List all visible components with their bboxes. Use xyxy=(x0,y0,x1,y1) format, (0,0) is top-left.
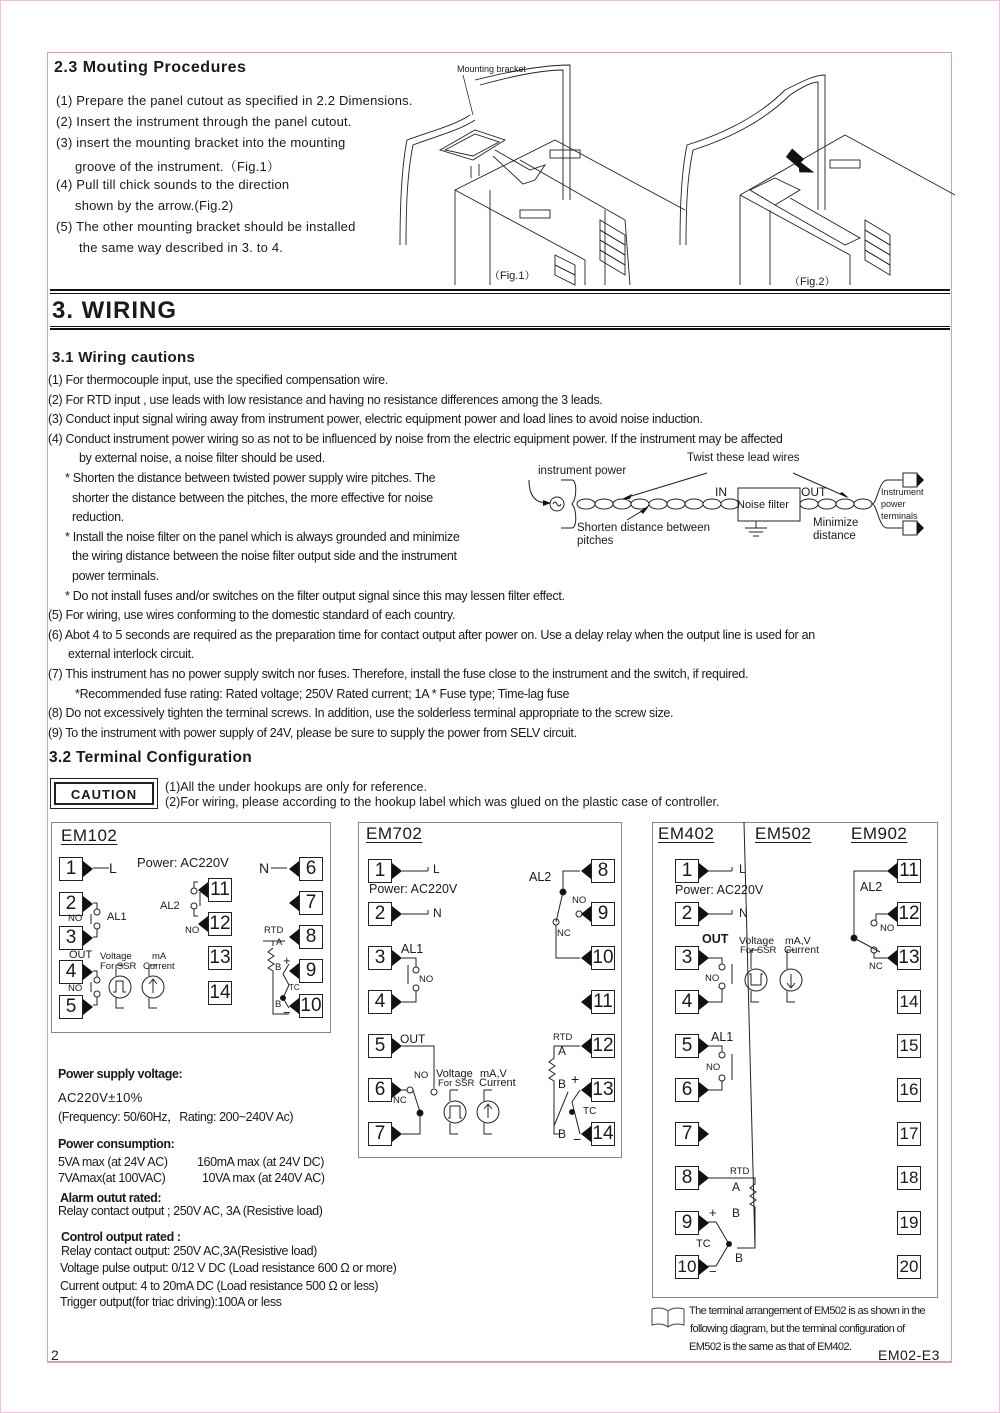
em702-voltage-label: Voltage xyxy=(436,1068,473,1080)
spec-alarm-line: Relay contact output ; 250V AC, 3A (Resistive load) xyxy=(58,1204,323,1218)
em702-terminal-5: 5 xyxy=(368,1034,392,1058)
em102-model-title: EM102 xyxy=(61,826,118,845)
em702-al2-label: AL2 xyxy=(529,870,552,884)
em402-terminal-16: 16 xyxy=(897,1078,921,1102)
em702-terminal-3: 3 xyxy=(368,946,392,970)
em102-al1-label: AL1 xyxy=(107,911,127,923)
noise-out-label: OUT xyxy=(801,485,827,499)
em102-out-label: OUT xyxy=(69,949,93,961)
mount-step-3: (3) insert the mounting bracket into the mounting xyxy=(56,135,346,150)
spec-consumption-row2-left: 7VAmax(at 100VAC) xyxy=(58,1171,166,1185)
em102-rtd-b-label: B xyxy=(275,962,282,973)
em402-terminal-10: 10 xyxy=(675,1255,699,1279)
em102-terminal-10: 10 xyxy=(300,995,322,1016)
em102-N-label: N xyxy=(259,860,270,876)
em402-power-label: Power: AC220V xyxy=(675,883,764,897)
em702-terminal-9: 9 xyxy=(591,902,615,926)
em102-terminal-9: 9 xyxy=(299,959,323,983)
em402-terminal-2: 2 xyxy=(675,902,699,926)
em402-terminal-15: 15 xyxy=(897,1034,921,1058)
note-line-2: following diagram, but the terminal configuration of xyxy=(690,1323,905,1335)
em702-L-label: L xyxy=(433,862,440,876)
em402-terminal-8: 8 xyxy=(675,1166,699,1190)
em702-mav-label: mA,V xyxy=(480,1068,507,1080)
em402-terminal-14: 14 xyxy=(897,990,921,1014)
em402-terminal-3: 3 xyxy=(675,946,699,970)
em102-terminal-5: 5 xyxy=(59,995,83,1019)
mount-step-5-cont: the same way described in 3. to 4. xyxy=(79,240,284,255)
noise-terminals-label-1: Instrument xyxy=(881,487,924,497)
rule-top-2 xyxy=(50,293,950,294)
mount-step-4-cont: shown by the arrow.(Fig.2) xyxy=(75,198,234,213)
caution-bullet-2: * Install the noise filter on the panel which is always grounded and minimize xyxy=(65,530,460,544)
caution-line-4: (4) Conduct instrument power wiring so as not to be influenced by noise from the electric equipment power. If the instrument may be affected xyxy=(48,432,783,446)
em102-out-no-label: NO xyxy=(68,983,83,994)
caution-bullet-1: * Shorten the distance between twisted power supply wire pitches. The xyxy=(65,471,436,485)
spec-consumption-row2-right: 10VA max (at 240V AC) xyxy=(202,1171,325,1185)
noise-minimize-label-2: distance xyxy=(813,530,856,542)
em702-rtd-b-label: B xyxy=(558,1077,567,1091)
em702-al2-no-label: NO xyxy=(572,895,587,906)
spec-supply-title: Power supply voltage: xyxy=(58,1067,183,1081)
em102-rtd-a-label: A xyxy=(276,937,283,948)
spec-control-title: Control output rated : xyxy=(61,1230,181,1244)
caution-line-1: (1) For thermocouple input, use the specified compensation wire. xyxy=(48,373,389,387)
caution-text-1: (1)All the under hookups are only for reference. xyxy=(165,780,427,794)
em402-terminal-12: 12 xyxy=(898,903,920,924)
em702-terminal-11: 11 xyxy=(591,990,615,1014)
fig2-mounting-illustration xyxy=(675,70,945,285)
em402-rtd-label: RTD xyxy=(730,1166,750,1177)
em702-al2-nc-label: NC xyxy=(557,928,571,939)
noise-twist-label: Twist these lead wires xyxy=(687,452,800,464)
em102-power-label: Power: AC220V xyxy=(137,855,229,870)
em402-terminal-13: 13 xyxy=(898,947,920,968)
em702-terminal-1: 1 xyxy=(368,859,392,883)
em102-terminal-14: 14 xyxy=(209,982,231,1003)
caution-line-6-cont: external interlock circuit. xyxy=(68,647,194,661)
em402-current-label: Current xyxy=(784,944,820,956)
em702-terminal-10: 10 xyxy=(592,947,614,968)
em702-out-nc-label: NC xyxy=(393,1095,407,1106)
mount-step-4: (4) Pull till chick sounds to the direction xyxy=(56,177,290,192)
caution-line-2: (2) For RTD input , use leads with low resistance and having no resistance differences among the 3 leads. xyxy=(48,393,603,407)
em402-model-title: EM402 xyxy=(658,824,715,843)
em402-terminal-9: 9 xyxy=(675,1211,699,1235)
em702-rtd-a-label: A xyxy=(558,1044,567,1058)
section-3-title: 3. WIRING xyxy=(52,297,178,324)
em102-terminal-6: 6 xyxy=(299,857,323,881)
em702-terminal-14: 14 xyxy=(592,1123,614,1144)
em402-al2-no-label: NO xyxy=(880,923,895,934)
em102-al2-no-label: NO xyxy=(185,925,200,936)
spec-consumption-title: Power consumption: xyxy=(58,1137,175,1151)
em102-tc-plus-label: + xyxy=(283,953,291,968)
em702-terminal-2: 2 xyxy=(368,902,392,926)
em702-terminal-12: 12 xyxy=(592,1035,614,1056)
caution-line-6: (6) Abot 4 to 5 seconds are required as the preparation time for contact output after power on. Use a delay relay when the output line is used for an xyxy=(48,628,815,642)
em402-al2-label: AL2 xyxy=(860,880,883,894)
section-3-2-title: 3.2 Terminal Configuration xyxy=(49,749,253,766)
em102-tc-minus-label: − xyxy=(283,1005,291,1020)
em402-terminal-11: 11 xyxy=(897,859,921,883)
caution-badge xyxy=(50,778,158,809)
spec-consumption-row1-right: 160mA max (at 24V DC) xyxy=(197,1155,325,1169)
note-line-3: EM502 is the same as that of EM402. xyxy=(689,1341,852,1353)
fig1-mounting-illustration xyxy=(395,60,655,285)
section-2-3-title: 2.3 Mouting Procedures xyxy=(54,59,247,76)
spec-supply-detail: (Frequency: 50/60Hz，Rating: 200~240V Ac) xyxy=(58,1110,294,1124)
caution-bullet-2-cont: the wiring distance between the noise filter output side and the instrument xyxy=(72,549,457,563)
em102-for-ssr-label: For SSR xyxy=(100,961,137,972)
mounting-bracket-label: Mounting bracket xyxy=(457,64,527,74)
em102-current-label: Current xyxy=(143,961,175,972)
noise-filter-label: Noise filter xyxy=(737,499,789,511)
caution-line-3: (3) Conduct input signal wiring away from instrument power, electric equipment power and load lines to avoid noise induction. xyxy=(48,412,703,426)
em702-out-label: OUT xyxy=(400,1032,426,1046)
em702-for-ssr-label: For SSR xyxy=(438,1078,475,1089)
caution-bullet-2-cont2: power terminals. xyxy=(72,569,159,583)
em702-model-title: EM702 xyxy=(366,824,423,843)
em402-L-label: L xyxy=(739,862,746,876)
note-line-1: The terminal arrangement of EM502 is as shown in the xyxy=(689,1305,925,1317)
spec-supply-value: AC220V±10% xyxy=(58,1090,143,1105)
em402-rtd-b-label: B xyxy=(732,1206,741,1220)
em702-terminal-8: 8 xyxy=(591,859,615,883)
caution-bullet-1-cont: shorter the distance between the pitches, the more effective for noise xyxy=(72,491,433,505)
em102-rtd-label: RTD xyxy=(264,925,284,936)
em702-rtd-label: RTD xyxy=(553,1032,573,1043)
em402-for-ssr-label: For SSR xyxy=(740,945,777,956)
fig2-caption: （Fig.2） xyxy=(789,276,836,288)
em402-mav-label: mA,V xyxy=(785,935,811,947)
em402-rtd-a-label: A xyxy=(732,1180,741,1194)
noise-in-label: IN xyxy=(715,485,727,499)
caution-bullet-3: * Do not install fuses and/or switches on the filter output signal since this may lessen filter effect. xyxy=(65,589,565,603)
caution-bullet-1-cont2: reduction. xyxy=(72,510,124,524)
spec-consumption-row1-left: 5VA max (at 24V AC) xyxy=(58,1155,168,1169)
em402-out-label: OUT xyxy=(702,932,729,946)
em102-L-label: L xyxy=(109,860,117,876)
em402-terminal-17: 17 xyxy=(897,1122,921,1146)
em402-terminal-6: 6 xyxy=(675,1078,699,1102)
em702-al1-label: AL1 xyxy=(401,942,424,956)
mount-step-2: (2) Insert the instrument through the panel cutout. xyxy=(56,114,352,129)
spec-control-line-4: Trigger output(for triac driving):100A or less xyxy=(60,1295,282,1309)
spec-alarm-title: Alarm outut rated: xyxy=(60,1191,162,1205)
em402-al2-nc-label: NC xyxy=(869,961,883,972)
em402-terminal-7: 7 xyxy=(675,1122,699,1146)
em502-model-title: EM502 xyxy=(755,824,812,843)
em102-terminal-7: 7 xyxy=(299,891,323,915)
em702-rtd-b2-label: B xyxy=(558,1127,567,1141)
spec-control-line-2: Voltage pulse output: 0/12 V DC (Load resistance 600 Ω or more) xyxy=(60,1261,397,1275)
spec-control-line-1: Relay contact output: 250V AC,3A(Resistive load) xyxy=(61,1244,317,1258)
mount-step-1: (1) Prepare the panel cutout as specified in 2.2 Dimensions. xyxy=(56,93,413,108)
em402-rtd-b2-label: B xyxy=(735,1251,744,1265)
em902-model-title: EM902 xyxy=(851,824,908,843)
em102-terminal-2: 2 xyxy=(59,892,83,916)
caution-line-5: (5) For wiring, use wires conforming to the domestic standard of each country. xyxy=(48,608,456,622)
em702-al1-no-label: NO xyxy=(419,974,434,985)
em702-terminal-4: 4 xyxy=(368,990,392,1014)
em402-terminal-4: 4 xyxy=(675,990,699,1014)
em402-terminal-20: 20 xyxy=(897,1255,921,1279)
caution-line-7: (7) This instrument has no power supply switch nor fuses. Therefore, install the fuse close to the instrument and the switch, if required. xyxy=(48,667,749,681)
caution-text-2: (2)For wiring, please according to the hookup label which was glued on the plastic case of controller. xyxy=(165,795,720,809)
em102-rtd-b2-label: B xyxy=(275,999,282,1010)
caution-line-9: (9) To the instrument with power supply of 24V, please be sure to supply the power from SELV circuit. xyxy=(48,726,577,740)
em402-voltage-label: Voltage xyxy=(739,935,775,947)
em102-terminal-4: 4 xyxy=(59,960,83,984)
noise-terminals-label-2: power xyxy=(881,499,906,509)
em402-N-label: N xyxy=(739,906,748,920)
em402-terminal-18: 18 xyxy=(897,1166,921,1190)
em102-terminal-13: 13 xyxy=(209,947,231,968)
em702-N-label: N xyxy=(433,906,442,920)
fig1-caption: （Fig.1） xyxy=(489,270,536,282)
em702-current-label: Current xyxy=(479,1077,516,1089)
noise-shorten-label-1: Shorten distance between xyxy=(577,522,710,534)
em702-terminal-13: 13 xyxy=(592,1079,614,1100)
em402-terminal-1: 1 xyxy=(675,859,699,883)
caution-line-4-cont: by external noise, a noise filter should be used. xyxy=(79,451,325,465)
em102-ma-label: mA xyxy=(152,951,167,962)
em402-tc-plus-label: + xyxy=(709,1205,717,1220)
doc-code: EM02-E3 xyxy=(878,1347,940,1363)
section-3-1-title: 3.1 Wiring cautions xyxy=(52,349,196,366)
em102-tc-label: TC xyxy=(289,983,300,992)
em702-tc-minus-label: − xyxy=(573,1131,582,1147)
noise-shorten-label-2: pitches xyxy=(577,535,614,547)
em702-tc-plus-label: + xyxy=(571,1071,580,1087)
em702-power-label: Power: AC220V xyxy=(369,882,458,896)
mount-step-3-cont: groove of the instrument.（Fig.1） xyxy=(75,159,281,174)
caution-label: CAUTION xyxy=(54,782,154,805)
em102-terminal-11: 11 xyxy=(208,878,232,902)
em402-al1-no-label: NO xyxy=(706,1062,721,1073)
page-number: 2 xyxy=(51,1347,59,1363)
rule-top-1 xyxy=(50,289,950,291)
em702-tc-label: TC xyxy=(583,1106,597,1117)
em702-out-no-label: NO xyxy=(414,1070,429,1081)
em102-no-label: NO xyxy=(68,913,83,924)
noise-terminals-label-3: terminals xyxy=(881,511,918,521)
em402-al1-label: AL1 xyxy=(711,1030,734,1044)
em402-terminal-5: 5 xyxy=(675,1034,699,1058)
book-icon xyxy=(650,1306,686,1328)
em102-terminal-1: 1 xyxy=(59,857,83,881)
em102-terminal-8: 8 xyxy=(299,925,323,949)
mount-step-5: (5) The other mounting bracket should be installed xyxy=(56,219,356,234)
noise-instrument-power-label: instrument power xyxy=(538,465,627,477)
caution-line-8: (8) Do not excessively tighten the terminal screws. In addition, use the solderless terminal appropriate to the screw size. xyxy=(48,706,674,720)
rule-bottom-1 xyxy=(50,326,950,327)
em102-terminal-3: 3 xyxy=(59,926,83,950)
em102-voltage-label: Voltage xyxy=(100,951,132,962)
em102-terminal-12: 12 xyxy=(209,913,231,934)
em402-tc-label: TC xyxy=(696,1238,711,1250)
em402-tc-minus-label: − xyxy=(709,1264,717,1279)
em402-terminal-19: 19 xyxy=(897,1211,921,1235)
em402-out-no-label: NO xyxy=(705,973,720,984)
em702-terminal-7: 7 xyxy=(368,1122,392,1146)
em702-terminal-6: 6 xyxy=(368,1078,392,1102)
noise-minimize-label-1: Minimize xyxy=(813,517,859,529)
caution-line-7-fuse: *Recommended fuse rating: Rated voltage; 250V Rated current; 1A * Fuse type; Time-lag fuse xyxy=(75,687,570,701)
rule-bottom-2 xyxy=(50,328,950,330)
em102-al2-label: AL2 xyxy=(160,900,180,912)
spec-control-line-3: Current output: 4 to 20mA DC (Load resistance 500 Ω or less) xyxy=(60,1279,379,1293)
